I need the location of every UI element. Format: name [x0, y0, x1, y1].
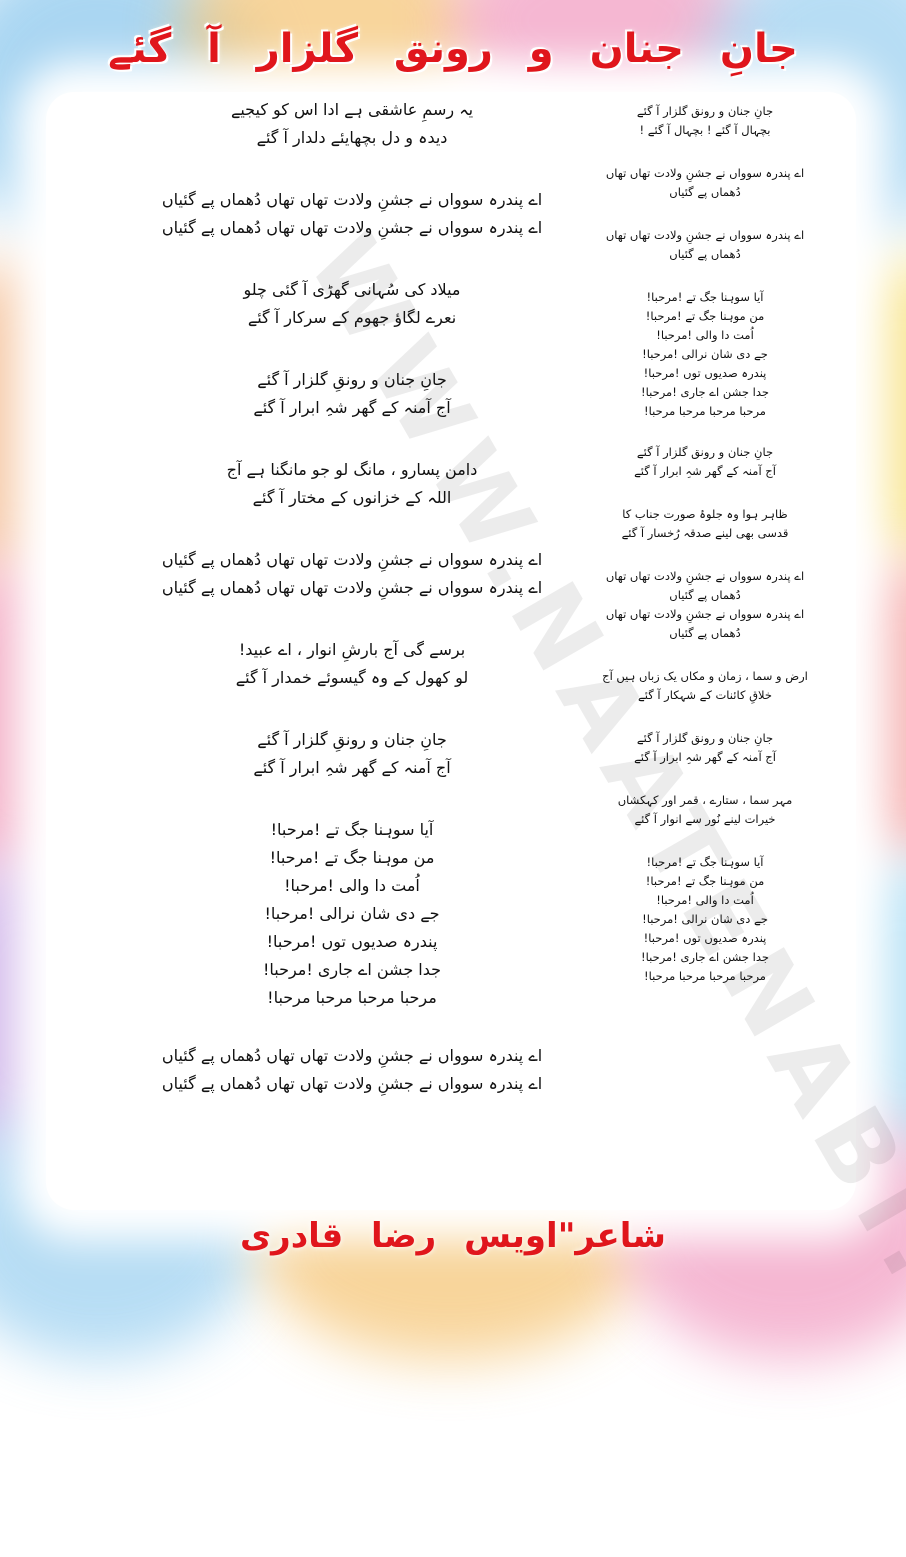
- stanza: [560, 102, 850, 140]
- stanza: [92, 366, 612, 422]
- verse-line: جے دی شان نرالی !مرحبا!: [264, 904, 440, 923]
- verse-line: مہر سما ، ستارے ، قمر اور کہکشاں: [617, 793, 793, 807]
- right-column: [560, 102, 850, 986]
- stanza: [92, 726, 612, 782]
- verse-line: آج آمنہ کے گھر شہِ ابرار آ گئے: [634, 750, 776, 764]
- verse-line: جانِ جنان و رونق گلزار آ گئے: [636, 104, 774, 118]
- verse-line: من موہنا جگ تے !مرحبا!: [269, 848, 435, 867]
- verse-line: اے پندرہ سوواں نے جشنِ ولادت تھاں تھاں: [605, 607, 805, 621]
- verse-line: دیدہ و دل بچھایئے دلدار آ گئے: [256, 128, 448, 147]
- verse-line: خلاقِ کائنات کے شہکار آ گئے: [637, 688, 773, 702]
- verse-line: آیا سوہنا جگ تے !مرحبا!: [270, 820, 434, 839]
- left-column: [92, 96, 612, 1132]
- stanza: [92, 546, 612, 602]
- verse-line: اے پندرہ سوواں نے جشنِ ولادت تھاں تھاں: [605, 166, 805, 180]
- verse-line: آج آمنہ کے گھر شہِ ابرار آ گئے: [634, 464, 776, 478]
- verse-line: آیا سوہنا جگ تے !مرحبا!: [646, 855, 764, 869]
- stanza: [92, 186, 612, 242]
- verse-line: خیرات لینے نُور سے انوار آ گئے: [634, 812, 776, 826]
- verse-line: دامن پسارو ، مانگ لو جو مانگنا ہے آج: [226, 460, 478, 479]
- verse-line: آج آمنہ کے گھر شہِ ابرار آ گئے: [253, 758, 451, 777]
- verse-line: اے پندرہ سوواں نے جشنِ ولادت تھاں تھاں: [605, 569, 805, 583]
- stanza: [560, 226, 850, 264]
- verse-line: آج آمنہ کے گھر شہِ ابرار آ گئے: [253, 398, 451, 417]
- stanza: [560, 567, 850, 643]
- verse-line: دُھماں پے گئیاں: [669, 185, 741, 199]
- stanza: [560, 288, 850, 421]
- stanza: [560, 505, 850, 543]
- verse-line: اے پندرہ سوواں نے جشنِ ولادت تھاں تھاں دُھماں پے گئیاں: [161, 550, 543, 569]
- verse-line: لو کھول کے وہ گیسوئے خمدار آ گئے: [235, 668, 469, 687]
- verse-line: ارض و سما ، زمان و مکاں یک زباں ہیں آج: [602, 669, 808, 683]
- verse-line: بچہال آ گئے ! بچہال آ گئے !: [639, 123, 771, 137]
- verse-line: یہ رسمِ عاشقی ہے ادا اس کو کیجیے: [230, 100, 474, 119]
- verse-line: میلاد کی سُہانی گھڑی آ گئی چلو: [243, 280, 461, 299]
- verse-line: جانِ جنان و رونقِ گلزار آ گئے: [257, 370, 447, 389]
- verse-line: جانِ جنان و رونق گلزار آ گئے: [636, 445, 774, 459]
- stanza: [92, 456, 612, 512]
- stanza: [560, 164, 850, 202]
- verse-line: برسے گی آج بارشِ انوار ، اے عبید!: [238, 640, 466, 659]
- verse-line: اے پندرہ سوواں نے جشنِ ولادت تھاں تھاں دُھماں پے گئیاں: [161, 218, 543, 237]
- stanza: [92, 276, 612, 332]
- stanza: [92, 816, 612, 1012]
- verse-line: نعرے لگاؤ جھوم کے سرکار آ گئے: [247, 308, 457, 327]
- verse-line: اے پندرہ سوواں نے جشنِ ولادت تھاں تھاں دُھماں پے گئیاں: [161, 578, 543, 597]
- stanza: [560, 729, 850, 767]
- verse-line: اے پندرہ سوواں نے جشنِ ولادت تھاں تھاں دُھماں پے گئیاں: [161, 1074, 543, 1093]
- verse-line: جے دی شان نرالی !مرحبا!: [642, 912, 768, 926]
- verse-line: جدا جشن اے جاری !مرحبا!: [641, 385, 769, 399]
- poet-credit: شاعر"اویس رضا قادری: [240, 1216, 666, 1256]
- verse-line: من موہنا جگ تے !مرحبا!: [645, 309, 765, 323]
- stanza: [560, 667, 850, 705]
- verse-line: من موہنا جگ تے !مرحبا!: [645, 874, 765, 888]
- stanza: [560, 853, 850, 986]
- verse-line: اُمت دا والی !مرحبا!: [284, 876, 420, 895]
- verse-line: جانِ جنان و رونق گلزار آ گئے: [636, 731, 774, 745]
- stanza: [560, 791, 850, 829]
- stanza: [92, 96, 612, 152]
- verse-line: اُمت دا والی !مرحبا!: [656, 328, 754, 342]
- verse-line: مرحبا مرحبا مرحبا مرحبا!: [644, 969, 766, 983]
- verse-line: دُھماں پے گئیاں: [669, 588, 741, 602]
- verse-line: جانِ جنان و رونقِ گلزار آ گئے: [257, 730, 447, 749]
- verse-line: جدا جشن اے جاری !مرحبا!: [641, 950, 769, 964]
- verse-line: ظاہر ہوا وہ جلوۂ صورت جناب کا: [622, 507, 788, 521]
- verse-line: جے دی شان نرالی !مرحبا!: [642, 347, 768, 361]
- verse-line: پندرہ صدیوں توں !مرحبا!: [643, 366, 767, 380]
- stanza: [560, 443, 850, 481]
- verse-line: پندرہ صدیوں توں !مرحبا!: [643, 931, 767, 945]
- verse-line: قدسی بھی لینے صدقہ رُخسار آ گئے: [621, 526, 789, 540]
- verse-line: اے پندرہ سوواں نے جشنِ ولادت تھاں تھاں دُھماں پے گئیاں: [161, 1046, 543, 1065]
- verse-line: مرحبا مرحبا مرحبا مرحبا!: [267, 988, 437, 1007]
- verse-line: اے پندرہ سوواں نے جشنِ ولادت تھاں تھاں دُھماں پے گئیاں: [161, 190, 543, 209]
- verse-line: دُھماں پے گئیاں: [669, 247, 741, 261]
- verse-line: اُمت دا والی !مرحبا!: [656, 893, 754, 907]
- verse-line: آیا سوہنا جگ تے !مرحبا!: [646, 290, 764, 304]
- verse-line: اللہ کے خزانوں کے مختار آ گئے: [252, 488, 452, 507]
- verse-line: پندرہ صدیوں توں !مرحبا!: [266, 932, 438, 951]
- stanza: [92, 636, 612, 692]
- stanza: [92, 1042, 612, 1098]
- verse-line: اے پندرہ سوواں نے جشنِ ولادت تھاں تھاں: [605, 228, 805, 242]
- verse-line: دُھماں پے گئیاں: [669, 626, 741, 640]
- verse-line: مرحبا مرحبا مرحبا مرحبا!: [644, 404, 766, 418]
- page-title: جانِ جنان و رونق گلزار آ گئے: [108, 26, 798, 72]
- verse-line: جدا جشن اے جاری !مرحبا!: [262, 960, 442, 979]
